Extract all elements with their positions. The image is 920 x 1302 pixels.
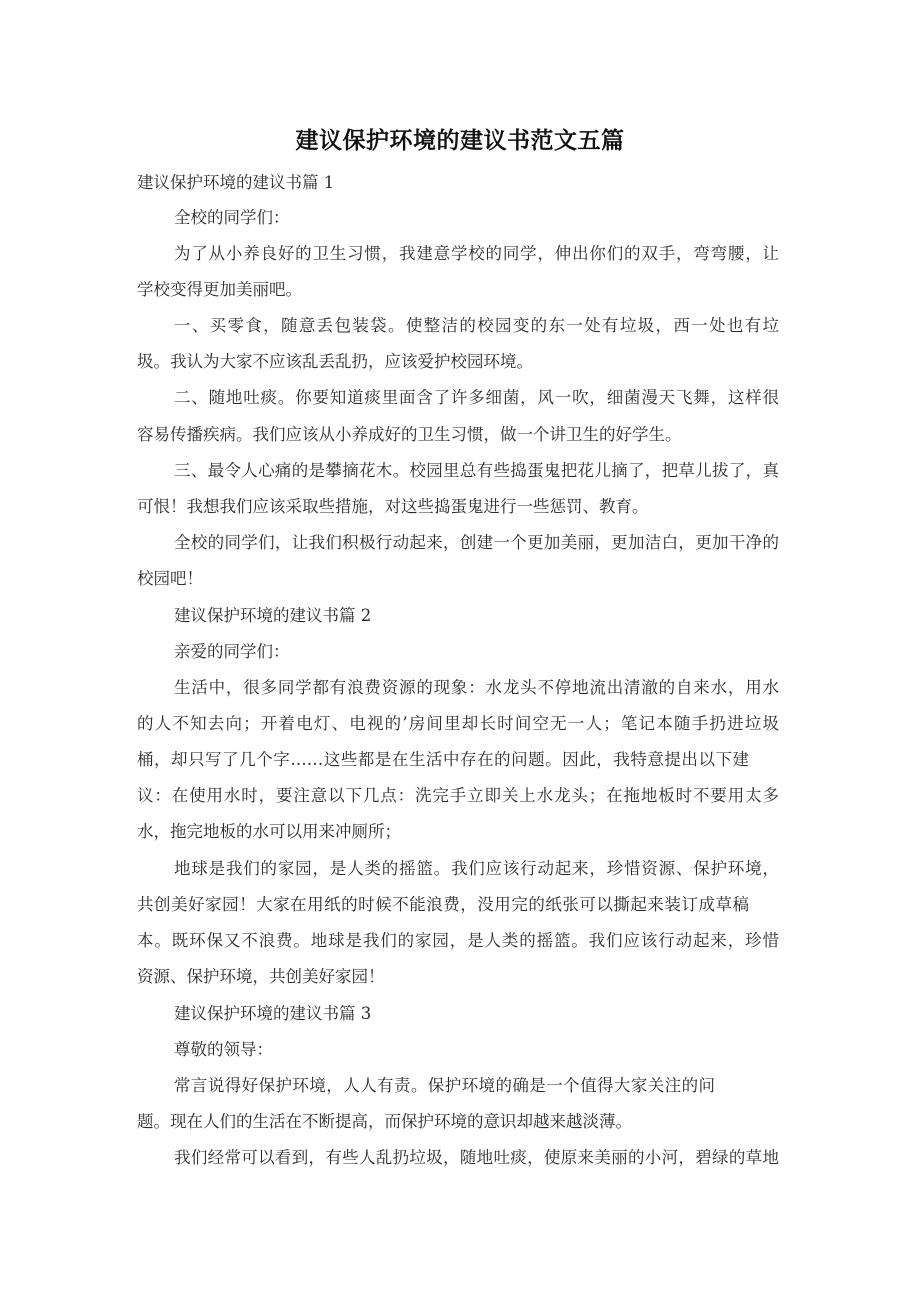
paragraph-line: 本。既环保又不浪费。地球是我们的家园，是人类的摇篮。我们应该行动起来，珍惜 (137, 931, 779, 950)
paragraph-line: 题。现在人们的生活在不断提高，而保护环境的意识却越来越淡薄。 (137, 1112, 632, 1131)
paragraph-line: 水，拖完地板的水可以用来冲厕所； (137, 822, 401, 841)
section-heading-2: 建议保护环境的建议书篇 2 (174, 606, 372, 625)
paragraph-line: 我们经常可以看到，有些人乱扔垃圾，随地吐痰，使原来美丽的小河，碧绿的草地 (174, 1148, 779, 1167)
paragraph-line: 议：在使用水时，要注意以下几点：洗完手立即关上水龙头；在拖地板时不要用太多 (137, 786, 779, 805)
paragraph-line: 容易传播疾病。我们应该从小养成好的卫生习惯，做一个讲卫生的好学生。 (137, 425, 682, 444)
section-heading-1: 建议保护环境的建议书篇 1 (137, 173, 335, 192)
document-title: 建议保护环境的建议书范文五篇 (295, 128, 625, 154)
salutation: 尊敬的领导： (174, 1040, 273, 1059)
paragraph-line: 常言说得好保护环境，人人有责。保护环境的确是一个值得大家关注的问 (174, 1076, 715, 1095)
salutation: 全校的同学们： (174, 208, 290, 227)
salutation: 亲爱的同学们： (174, 642, 290, 661)
paragraph-line: 三、最令人心痛的是攀摘花木。校园里总有些捣蛋鬼把花儿摘了，把草儿拔了，真 (174, 461, 779, 480)
paragraph-line: 二、随地吐痰。你要知道痰里面含了许多细菌，风一吹，细菌漫天飞舞，这样很 (174, 388, 779, 407)
paragraph-line: 一、买零食，随意丢包装袋。使整洁的校园变的东一处有垃圾，西一处也有垃 (174, 316, 779, 335)
paragraph-line: 的人不知去向；开着电灯、电视的’房间里却长时间空无一人；笔记本随手扔进垃圾 (137, 714, 779, 733)
paragraph-line: 全校的同学们，让我们积极行动起来，创建一个更加美丽，更加洁白，更加干净的 (174, 533, 779, 552)
paragraph-line: 校园吧！ (137, 569, 203, 588)
paragraph-line: 可恨！我想我们应该采取些措施，对这些捣蛋鬼进行一些惩罚、教育。 (137, 497, 649, 516)
section-heading-3: 建议保护环境的建议书篇 3 (174, 1004, 372, 1023)
paragraph-line: 生活中，很多同学都有浪费资源的现象：水龙头不停地流出清澈的自来水，用水 (174, 678, 779, 697)
paragraph-line: 地球是我们的家园，是人类的摇篮。我们应该行动起来，珍惜资源、保护环境， (174, 859, 779, 878)
paragraph-line: 资源、保护环境，共创美好家园！ (137, 967, 385, 986)
paragraph-line: 学校变得更加美丽吧。 (137, 280, 302, 299)
paragraph-line: 共创美好家园！大家在用纸的时候不能浪费，没用完的纸张可以撕起来装订成草稿 (137, 895, 749, 914)
paragraph-line: 为了从小养良好的卫生习惯，我建意学校的同学，伸出你们的双手，弯弯腰，让 (174, 244, 779, 263)
paragraph-line: 圾。我认为大家不应该乱丢乱扔，应该爱护校园环境。 (137, 352, 533, 371)
paragraph-line: 桶，却只写了几个字……这些都是在生活中存在的问题。因此，我特意提出以下建 (137, 750, 749, 769)
